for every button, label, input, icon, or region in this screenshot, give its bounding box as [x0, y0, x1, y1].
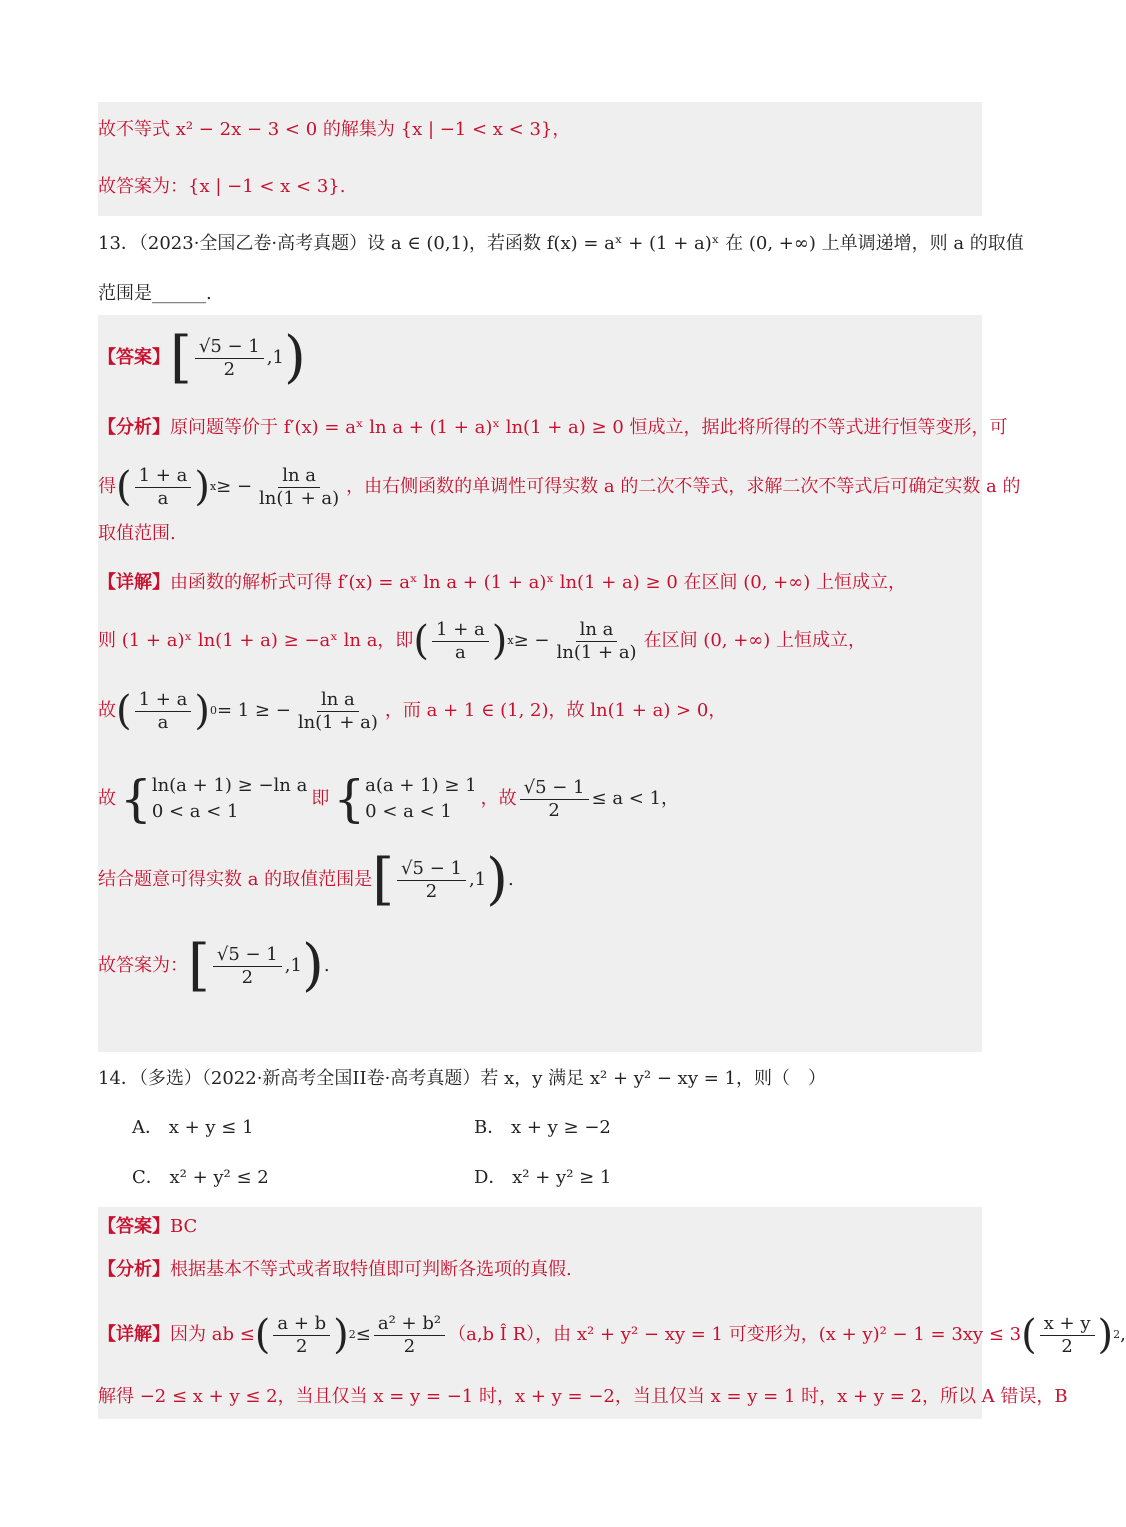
exponent: x [209, 480, 217, 493]
q13-analysis-2 [98, 462, 1021, 512]
left-bracket: [ [372, 847, 395, 912]
fraction: $\frac{1 + a}{a}$ [135, 689, 192, 734]
exponent: 2 [1113, 1328, 1121, 1341]
inequality: ≤ [355, 1324, 371, 1345]
exponent: 0 [209, 704, 217, 717]
fraction: $\frac{x + y}{2}$ [1040, 1313, 1095, 1358]
detail-text: （a,b Î R），由 x² + y² − xy = 1 可变形为，(x + y)² − 1 = 3xy ≤ 3 [448, 1324, 1022, 1345]
q14-analysis [98, 1256, 982, 1284]
paren: ) [491, 618, 508, 664]
q13-analysis-1 [98, 414, 1008, 442]
analysis-text: 原问题等价于 f′(x) = aˣ ln a + (1 + a)ˣ ln(1 + a) ≥ 0 恒成立，据此将所得的不等式进行恒等变形，可 [170, 417, 1008, 438]
paren: ) [194, 464, 210, 510]
paren: ) [194, 688, 210, 734]
analysis-text: 得 [98, 476, 116, 497]
answer-tag: 【答案】 [98, 347, 170, 368]
detail-tag: 【详解】 [98, 1324, 170, 1345]
detail-text: 由函数的解析式可得 f′(x) = aˣ ln a + (1 + a)ˣ ln(1 + a) ≥ 0 在区间 (0, +∞) 上恒成立， [170, 572, 906, 593]
right-paren: ) [283, 325, 306, 390]
exponent: x [507, 634, 514, 647]
fraction: $\frac{a + b}{2}$ [273, 1313, 330, 1358]
q13-detail-6: 故答案为： [ $\frac{√5 - 1}{2}$ ,1 ) . [98, 933, 330, 998]
inequality-system: { ln(a + 1) ≥ −ln a 0 < a < 1 [120, 770, 308, 828]
fraction: $\frac{\text{ln a}}{\ln(1 + a)}$ [297, 688, 378, 733]
analysis-tag: 【分析】 [98, 417, 170, 438]
q13-analysis-3: 取值范围. [98, 523, 176, 544]
interval-end: ,1 [284, 955, 302, 976]
q14-detail-2: 解得 −2 ≤ x + y ≤ 2，当且仅当 x = y = −1 时，x + y = −2，当且仅当 x = y = 1 时，x + y = 2，所以 A 错误，B [98, 1386, 1068, 1407]
fraction: $\frac{√5 - 1}{2}$ [195, 336, 264, 381]
paren: ( [1021, 1312, 1037, 1358]
detail-text: 即 [311, 788, 330, 809]
q13-detail-5: 结合题意可得实数 a 的取值范围是 [ $\frac{√5 - 1}{2}$ ,1 ) . [98, 847, 514, 912]
inequality-system: { a(a + 1) ≥ 1 0 < a < 1 [333, 770, 477, 828]
inequality: ≥ − [513, 630, 550, 651]
q13-detail-3 [98, 686, 982, 736]
paren: ) [1097, 1312, 1114, 1358]
q14-stem: 14．（多选）（2022·新高考全国II卷·高考真题）若 x，y 满足 x² + y² − xy = 1，则（ ） [98, 1068, 826, 1089]
detail-text: 结合题意可得实数 a 的取值范围是 [98, 869, 373, 890]
q14-option-a: A． x + y ≤ 1 [132, 1117, 254, 1138]
fraction: $\frac{√5 - 1}{2}$ [213, 944, 282, 989]
paren: ( [413, 618, 430, 664]
detail-text: 故答案为： [98, 955, 188, 976]
exponent: 2 [348, 1328, 356, 1341]
paren: ( [116, 688, 132, 734]
paren: ) [333, 1312, 349, 1358]
q13-detail-1 [98, 569, 982, 597]
q13-stem-line-2: 范围是______. [98, 283, 212, 304]
q13-answer [98, 325, 982, 390]
prev-line-2: 故答案为：{x | −1 < x < 3}. [98, 176, 346, 197]
detail-text: 在区间 (0, +∞) 上恒成立， [643, 630, 867, 651]
left-bracket: [ [188, 933, 210, 998]
q14-option-c: C． x² + y² ≤ 2 [132, 1167, 269, 1188]
equation: = 1 ≥ − [216, 700, 291, 721]
prev-line-1: 故不等式 x² − 2x − 3 < 0 的解集为 {x | −1 < x < 3}， [98, 119, 571, 140]
answer-value: BC [170, 1216, 198, 1237]
fraction: $\frac{1 + a}{a}$ [432, 619, 489, 664]
q13-stem-line-1: 13．（2023·全国乙卷·高考真题）设 a ∈ (0,1)，若函数 f(x) = aˣ + (1 + a)ˣ 在 (0, +∞) 上单调递增，则 a 的取值 [98, 233, 1024, 254]
right-paren: ) [486, 847, 508, 912]
paren: ( [116, 464, 132, 510]
interval-end: ,1 [468, 869, 487, 890]
fraction: $\frac{\text{a² + b²}}{2}$ [374, 1313, 445, 1358]
analysis-tag: 【分析】 [98, 1259, 170, 1280]
fraction: $\frac{√5 - 1}{2}$ [397, 858, 466, 903]
detail-text: 故 [98, 700, 116, 721]
fraction: $\frac{√5 - 1}{2}$ [520, 777, 589, 822]
detail-text: 因为 ab ≤ [170, 1324, 255, 1345]
paren: ( [254, 1312, 271, 1358]
q13-detail-4 [98, 771, 982, 827]
inequality: ≤ a < 1， [591, 788, 680, 809]
detail-text: 故 [98, 788, 116, 809]
fraction: $\frac{1 + a}{a}$ [135, 465, 192, 510]
interval-end: ,1 [266, 347, 284, 368]
right-paren: ) [301, 933, 324, 998]
detail-text: ，故 [480, 788, 517, 809]
left-bracket: [ [170, 325, 192, 390]
inequality: ≥ − [216, 476, 253, 497]
detail-text: ，而 a + 1 ∈ (1, 2)，故 ln(1 + a) > 0， [384, 700, 727, 721]
detail-tag: 【详解】 [98, 572, 170, 593]
analysis-text: ，由右侧函数的单调性可得实数 a 的二次不等式，求解二次不等式后可确定实数 a 的 [346, 476, 1021, 497]
detail-text: 则 (1 + a)ˣ ln(1 + a) ≥ −aˣ ln a，即 [98, 630, 414, 651]
q13-detail-2 [98, 616, 982, 666]
answer-tag: 【答案】 [98, 1216, 170, 1237]
analysis-text: 根据基本不等式或者取特值即可判断各选项的真假. [170, 1259, 572, 1280]
q14-answer [98, 1213, 982, 1241]
q14-option-d: D． x² + y² ≥ 1 [474, 1167, 612, 1188]
q14-detail-1: 【详解】 因为 ab ≤ ( $\frac{a + b}{2}$ ) 2 ≤ $\frac{\text{a² + b²}}{2}$ （a,b Î R），由 x² + y² − xy = 1 可变形为，(x + y)² − 1 = 3xy ≤ 3 ( $\frac{x + y}{2}$ ) 2 , [98, 1312, 1126, 1358]
fraction: $\frac{\text{ln a}}{\ln(1 + a)}$ [259, 464, 340, 509]
fraction: $\frac{\text{ln a}}{\ln(1 + a)}$ [556, 618, 637, 663]
q14-option-b: B． x + y ≥ −2 [474, 1117, 611, 1138]
